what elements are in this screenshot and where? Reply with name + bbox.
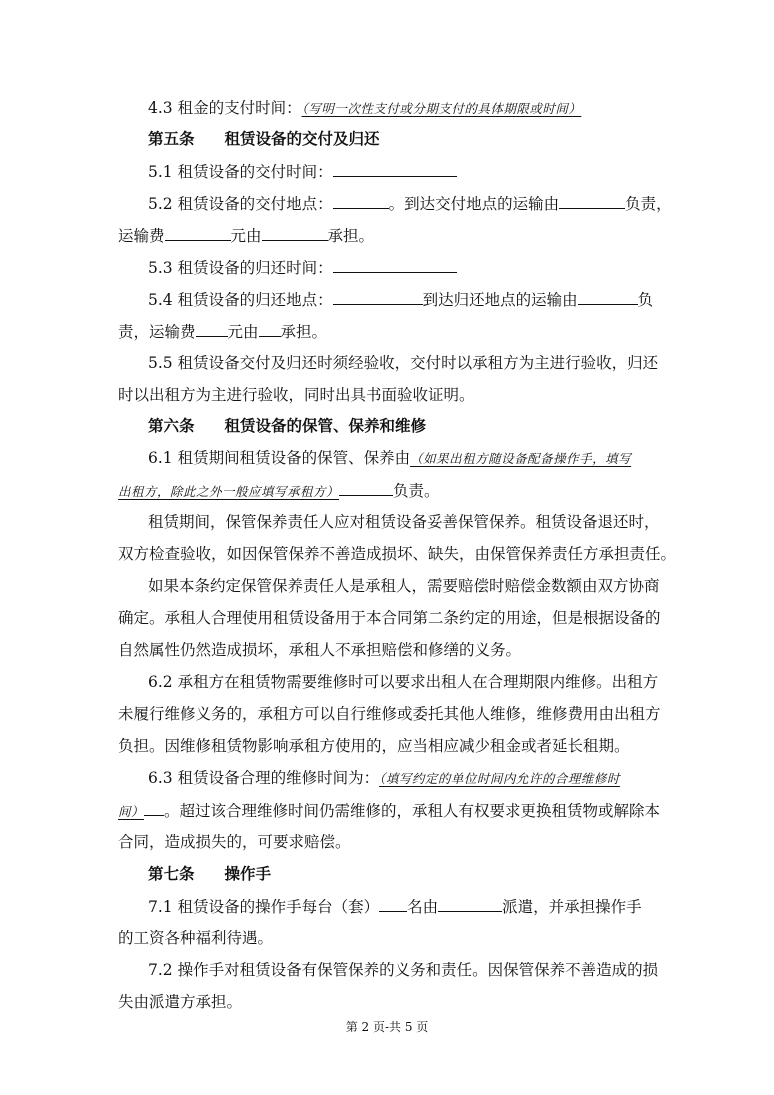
blank-return-fee[interactable] xyxy=(196,321,228,337)
clause-5-2-line1: 5.2 租赁设备的交付地点： 。到达交付地点的运输由 负责， xyxy=(148,195,672,213)
blank-delivery-time[interactable] xyxy=(333,161,457,177)
blank-operator-dispatcher[interactable] xyxy=(438,896,502,912)
blank-delivery-place[interactable] xyxy=(333,193,389,209)
clause-5-4-line2: 责，运输费 元由 承担。 xyxy=(118,323,328,341)
blank-return-transport[interactable] xyxy=(578,289,638,305)
paragraph-2-line3: 自然属性仍然造成损坏，承租人不承担赔偿和修缮的义务。 xyxy=(118,641,522,659)
note-repair-time-1: （填写约定的单位时间内允许的合理维修时 xyxy=(379,771,620,786)
clause-5-4-line1: 5.4 租赁设备的归还地点： 到达归还地点的运输由 负 xyxy=(148,291,654,309)
blank-delivery-fee[interactable] xyxy=(165,225,231,241)
blank-delivery-transport[interactable] xyxy=(559,193,625,209)
article-5-heading: 第五条 租赁设备的交付及归还 xyxy=(148,129,380,148)
clause-5-5-line2: 时以出租方为主进行验收，同时出具书面验收证明。 xyxy=(118,386,475,404)
clause-7-1-line1: 7.1 租赁设备的操作手每台（套） 名由 派遣，并承担操作手 xyxy=(148,898,642,916)
clause-6-2-line3: 负担。因维修租赁物影响承租方使用的，应当相应减少租金或者延长租期。 xyxy=(118,737,630,755)
clause-5-3: 5.3 租赁设备的归还时间： xyxy=(148,257,457,278)
blank-return-place[interactable] xyxy=(333,289,423,305)
note-custodian-2: 出租方，除此之外一般应填写承租方） xyxy=(118,484,340,499)
note-custodian-1: （如果出租方随设备配备操作手，填写 xyxy=(410,451,632,466)
clause-6-3-line3: 合同，造成损失的，可要求赔偿。 xyxy=(118,833,351,851)
clause-7-1-line2: 的工资各种福利待遇。 xyxy=(118,929,274,947)
paragraph-2-line2: 确定。承租人合理使用租赁设备用于本合同第二条约定的用途，但是根据设备的 xyxy=(118,609,661,627)
paragraph-1-line1: 租赁期间，保管保养责任人应对租赁设备妥善保管保养。租赁设备退还时， xyxy=(148,513,660,531)
note-repair-time-2: 间） xyxy=(118,804,145,819)
clause-5-2-line2: 运输费 元由 承担。 xyxy=(118,227,375,245)
clause-4-3: 4.3 租金的支付时间：（写明一次性支付或分期支付的具体期限或时间） xyxy=(148,99,582,117)
blank-repair-time[interactable] xyxy=(144,800,164,816)
paragraph-2-line1: 如果本条约定保管保养责任人是承租人，需要赔偿时赔偿金数额由双方协商 xyxy=(148,577,660,595)
clause-6-2-line2: 未履行维修义务的，承租方可以自行维修或委托其他人维修，维修费用由出租方 xyxy=(118,705,661,723)
blank-return-fee-payer[interactable] xyxy=(259,321,281,337)
blank-custodian[interactable] xyxy=(339,480,393,496)
clause-7-2-line2: 失由派遣方承担。 xyxy=(118,993,243,1011)
note-payment-time: （写明一次性支付或分期支付的具体期限或时间） xyxy=(301,101,582,116)
article-7-heading: 第七条 操作手 xyxy=(148,864,272,883)
clause-6-3-line2: 间） 。超过该合理维修时间仍需维修的，承租人有权要求更换租赁物或解除本 xyxy=(118,802,661,820)
paragraph-1-line2: 双方检查验收，如因保管保养不善造成损坏、缺失，由保管保养责任方承担责任。 xyxy=(118,545,677,563)
blank-return-time[interactable] xyxy=(333,257,457,273)
clause-6-3-line1: 6.3 租赁设备合理的维修时间为：（填写约定的单位时间内允许的合理维修时 xyxy=(148,769,620,787)
blank-operator-count[interactable] xyxy=(379,896,407,912)
page-footer: 第 2 页-共 5 页 xyxy=(345,1020,429,1034)
article-6-heading: 第六条 租赁设备的保管、保养和维修 xyxy=(148,416,427,435)
clause-6-1-line1: 6.1 租赁期间租赁设备的保管、保养由（如果出租方随设备配备操作手，填写 xyxy=(148,449,632,467)
blank-delivery-fee-payer[interactable] xyxy=(262,225,328,241)
clause-5-5-line1: 5.5 租赁设备交付及归还时须经验收，交付时以承租方为主进行验收，归还 xyxy=(148,354,659,372)
clause-6-2-line1: 6.2 承租方在租赁物需要维修时可以要求出租人在合理期限内维修。出租方 xyxy=(148,673,659,691)
clause-6-1-line2: 出租方，除此之外一般应填写承租方） 负责。 xyxy=(118,482,440,500)
clause-7-2-line1: 7.2 操作手对租赁设备有保管保养的义务和责任。因保管保养不善造成的损 xyxy=(148,961,659,979)
clause-5-1: 5.1 租赁设备的交付时间： xyxy=(148,161,457,182)
